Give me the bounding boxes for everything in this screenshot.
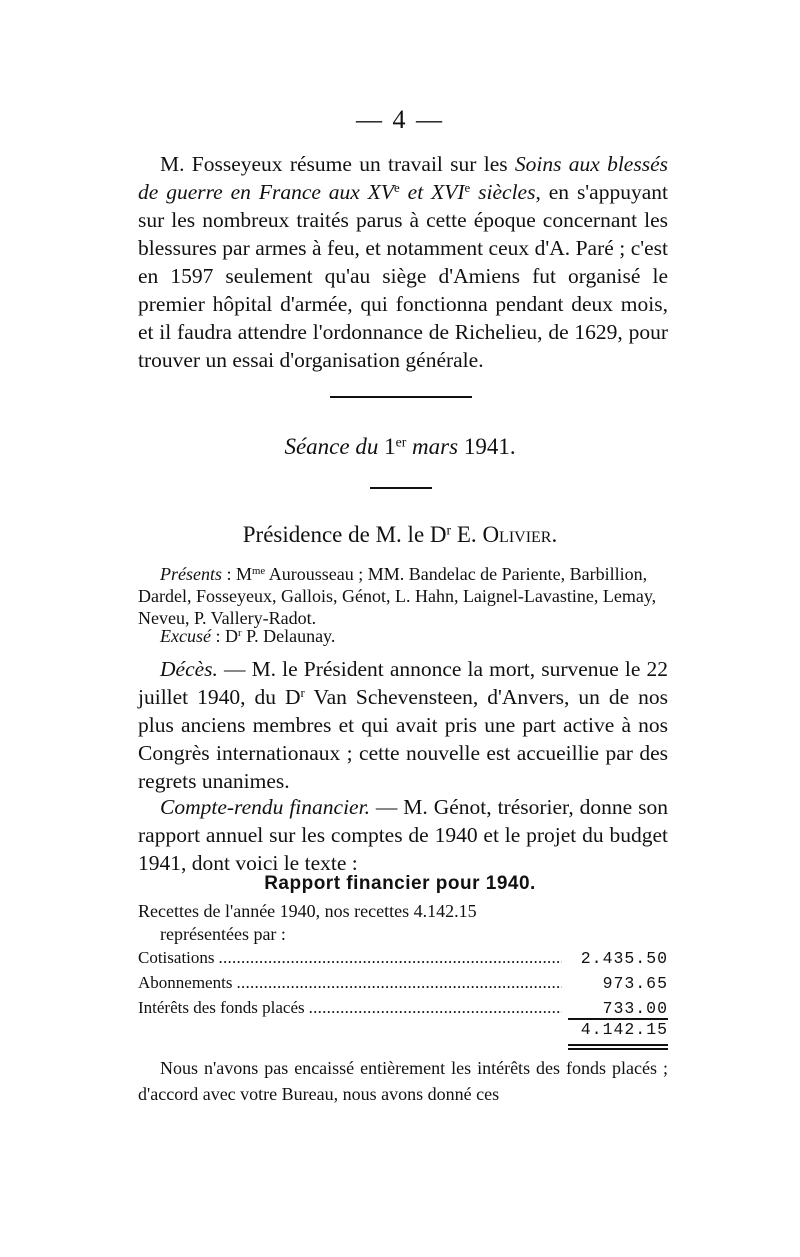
intro-paragraph [138,150,668,374]
final-text: Nous n'avons pas encaissé entièrement les intérêts des fonds placés ; d'accord avec votre Bureau, nous avons donné ces [138,1058,668,1104]
rapport-title: Rapport financier pour 1940. [264,873,536,894]
intro-text-a: M. Fosseyeux résume un travail sur les [160,152,515,176]
row-label: Cotisations [138,948,215,967]
intro-end-italic: siècles [470,180,536,204]
intro-sup2: e [464,180,471,195]
final-paragraph [138,1055,668,1107]
dot-leader [309,996,562,1020]
seance-year: 1941. [463,434,516,459]
deces-text-a: — M. le Président annonce la mort, survenue le 22 juillet 1940, du D [138,657,668,709]
recettes-line2: représentées par : [160,924,286,944]
presents-sup: me [252,565,266,578]
presents-label: Présents [160,564,222,584]
seance-prefix: Séance du [284,434,385,459]
excuse-line [138,625,668,647]
deces-sup: r [300,685,305,700]
deces-label: Décès. [160,657,218,681]
total-underline-2 [568,1048,668,1050]
excuse-text: P. Delaunay. [241,626,336,646]
presidence-text: Présidence de M. le D [242,522,447,547]
intro-sup1: e [394,180,400,195]
seance-sup: er [395,434,407,450]
table-row [138,946,668,971]
row-label: Intérêts des fonds placés [138,998,305,1017]
intro-text-b: , en s'appuyant sur les nombreux traités parus à cette époque concernant les blessures par armes à feu, et notamment ceux d'A. Paré ; c'est en 1597 seulement qu'au siège d'Amiens fut organisé le premier hôpital d'armée, qui fonctionna pendant deux mois, et il faudra attendre l'ordonnance de Richelieu, de 1629, pour trouver un essai d'organisation générale. [138,180,668,372]
presidence-name-prefix: E. [451,522,483,547]
compte-rendu-paragraph [138,793,668,877]
compte-text: — M. Génot, trésorier, donne son rapport annuel sur les comptes de 1940 et le projet du budget 1941, dont voici le texte : [138,795,668,875]
intro-title-italic: Soins aux blessés de guerre en France aux XV [138,152,668,204]
presidence-name: Olivier. [482,522,558,547]
row-label: Abonnements [138,973,233,992]
total-value: 4.142.15 [580,1020,668,1039]
intro-mid-italic: et XVI [399,180,465,204]
recettes-line1: Recettes de l'année 1940, nos recettes 4.142.15 [138,901,477,921]
presents-text: Aurousseau ; MM. Bandelac de Pariente, Barbillion, Dardel, Fosseyeux, Gallois, Génot, L. Hahn, Laignel-Lavastine, Lemay, Neveu, P. Vallery-Radot. [138,564,657,628]
excuse-label: Excusé [160,626,211,646]
dot-leader [236,971,562,995]
section-divider [330,396,472,398]
row-value: 733.00 [602,999,668,1018]
recettes-block [138,900,668,946]
presents-colon: : M [222,564,253,584]
seance-month: mars [406,434,464,459]
row-value: 973.65 [602,974,668,993]
presents-list [138,563,668,629]
excuse-sup: r [237,627,242,640]
presidence-line [0,522,800,548]
finance-table [138,946,668,1021]
excuse-colon: : D [210,626,238,646]
dot-leader [219,946,562,970]
compte-label: Compte-rendu financier. [160,795,370,819]
total-underline-1 [568,1044,668,1046]
presidence-sup: r [446,522,452,538]
deces-text-b: Van Schevensteen, d'Anvers, un de nos plus anciens membres et qui avait pris une part active à nos Congrès internationaux ; cette nouvelle est accueillie par des regrets unanimes. [138,685,668,793]
row-value: 2.435.50 [580,949,668,968]
short-divider [370,487,432,489]
table-row [138,971,668,996]
page-number: — 4 — [356,105,444,134]
deces-paragraph [138,655,668,795]
seance-heading [0,434,800,460]
seance-num: 1 [384,434,396,459]
